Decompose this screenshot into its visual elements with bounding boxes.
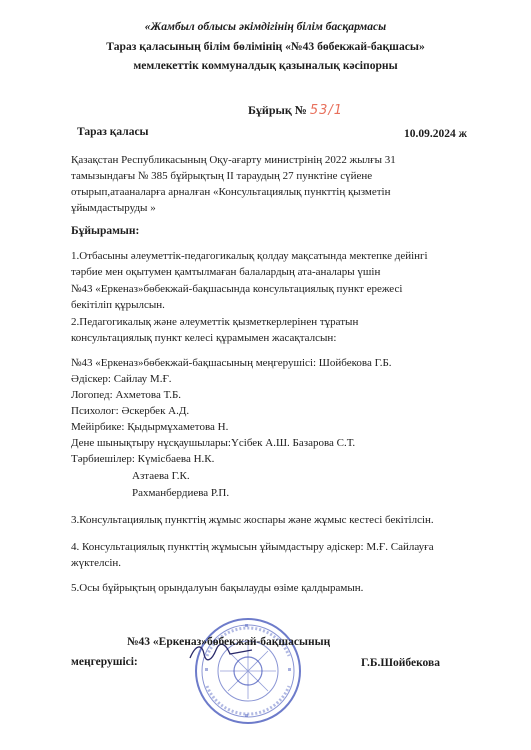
org-header-line-2: Тараз қаласының білім бөлімінің «№43 бөбекжай-бақшасы» bbox=[106, 40, 425, 53]
item-1-line: тәрбие мен оқытумен қамтылмаған балалардың ата-аналары үшін bbox=[71, 266, 381, 278]
signature-role: меңгерушісі: bbox=[71, 656, 138, 668]
order-title-label: Бұйрық № bbox=[248, 103, 307, 117]
staff-line: Мейірбике: Қыдырмұхаметова Н. bbox=[71, 421, 229, 433]
item-2-line: консультациялық пункт келесі құрамымен жасақталсын: bbox=[71, 332, 337, 344]
item-5: 5.Осы бұйрықтың орындалуын бақылауды өзіме қалдырамын. bbox=[71, 582, 364, 594]
staff-line: Азтаева Г.К. bbox=[132, 470, 190, 482]
org-header-line-3: мемлекеттік коммуналдық қазыналық кәсіпорны bbox=[133, 59, 398, 72]
item-4-line: жүктелсін. bbox=[71, 557, 122, 569]
staff-line: Рахманбердиева Р.П. bbox=[132, 487, 230, 499]
order-city: Тараз қаласы bbox=[77, 126, 149, 138]
preamble-line: Қазақстан Республикасының Оқу-ағарту министрінің 2022 жылғы 31 bbox=[71, 154, 396, 166]
order-date: 10.09.2024 ж bbox=[404, 128, 467, 140]
staff-line: Логопед: Ахметова Т.Б. bbox=[71, 389, 182, 401]
org-header-line-1: «Жамбыл облысы әкімдігінің білім басқармасы bbox=[144, 20, 387, 33]
orders-heading: Бұйырамын: bbox=[71, 225, 140, 237]
preamble-line: тамызындағы № 385 бұйрықтың II тараудың 27 пунктіне сүйене bbox=[71, 170, 373, 182]
signature-name: Г.Б.Шойбекова bbox=[361, 657, 440, 669]
item-2-line: 2.Педагогикалық және әлеуметтік қызметкерлерінен тұратын bbox=[71, 316, 359, 328]
staff-line: №43 «Еркеназ»бөбекжай-бақшасының меңгерушісі: Шойбекова Г.Б. bbox=[71, 357, 392, 369]
staff-line: Тәрбиешілер: Күмісбаева Н.К. bbox=[71, 453, 215, 465]
signature-org: №43 «Еркеназ»бөбекжай-бақшасының bbox=[127, 636, 331, 648]
staff-line: Дене шынықтыру нұсқаушылары:Үсібек А.Ш. Базарова С.Т. bbox=[71, 437, 356, 449]
staff-line: Психолог: Әскербек А.Д. bbox=[71, 405, 190, 417]
item-4-line: 4. Консультациялық пункттің жұмысын ұйымдастыру әдіскер: М.Ғ. Сайлауға bbox=[71, 541, 434, 553]
order-number: 53/1 bbox=[309, 103, 344, 118]
preamble-line: ұйымдастыруды » bbox=[71, 202, 156, 214]
item-1-line: бекітіліп құрылсын. bbox=[71, 299, 165, 311]
staff-line: Әдіскер: Сайлау М.Ғ. bbox=[71, 373, 172, 385]
item-1-line: №43 «Еркеназ»бөбекжай-бақшасында консультациялық пункт ережесі bbox=[71, 283, 403, 295]
official-seal bbox=[193, 616, 303, 726]
item-3: 3.Консультациялық пункттің жұмыс жоспары және жұмыс кестесі бекітілсін. bbox=[71, 514, 434, 526]
item-1-line: 1.Отбасыны әлеуметтік-педагогикалық қолдау мақсатында мектепке дейінгі bbox=[71, 250, 428, 262]
order-title bbox=[248, 103, 343, 118]
preamble-line: отырып,атааналарға арналған «Консультациялық пункттің қызметін bbox=[71, 186, 391, 198]
